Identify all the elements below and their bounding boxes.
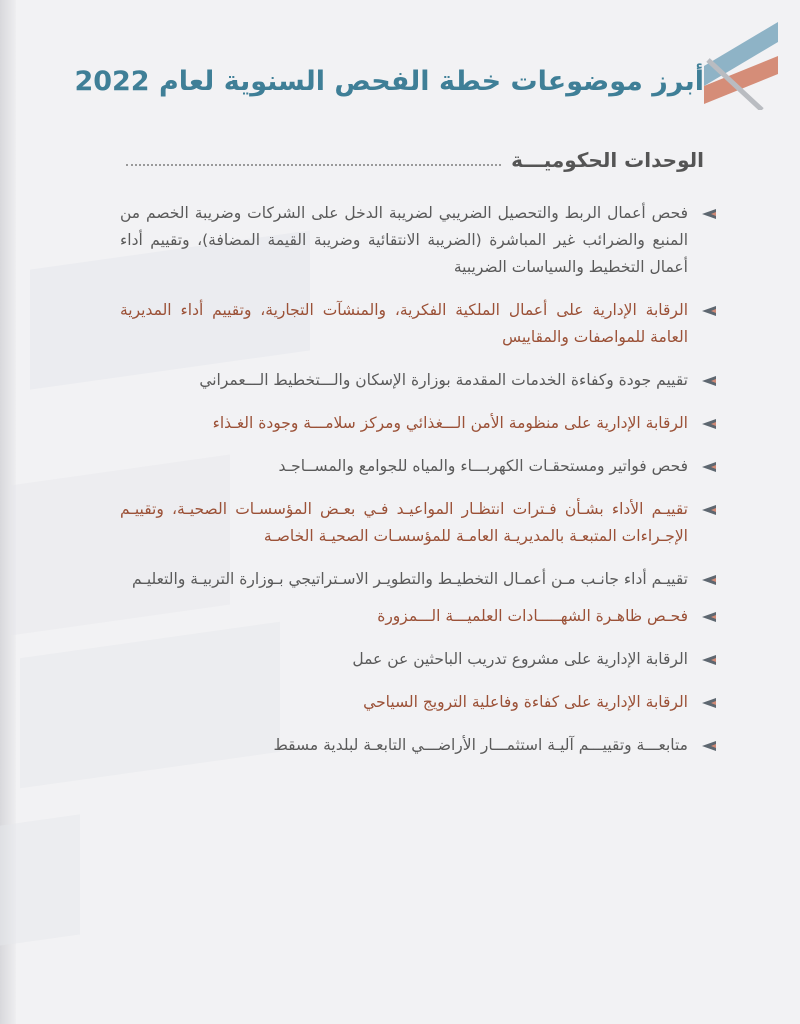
section-dotted-rule: [126, 164, 501, 166]
arrow-bullet-icon: [702, 741, 716, 751]
list-item: [120, 410, 716, 437]
list-item: [120, 732, 716, 759]
section-header: [126, 145, 704, 175]
list-item: [120, 367, 716, 394]
section-title: الوحدات الحكوميـــة: [511, 148, 704, 172]
list-item-text: فحـص ظاهـرة الشهـــــادات العلميـــة الـــمزورة: [377, 607, 688, 625]
arrow-bullet-icon: [702, 698, 716, 708]
arrow-bullet-icon: [702, 505, 716, 515]
page-title: أبرز موضوعات خطة الفحص السنوية لعام 2022: [74, 66, 704, 97]
list-item: [120, 689, 716, 716]
list-item-text: تقييـم أداء جانـب مـن أعمـال التخطيـط والتطويـر الاسـتراتيجي بـوزارة التربيـة والتعليـم: [131, 570, 688, 588]
list-item: [120, 200, 716, 281]
list-item-text: فحص فواتير ومستحقـات الكهربـــاء والمياه للجوامع والمســاجـد: [278, 457, 688, 475]
arrow-bullet-icon: [702, 306, 716, 316]
list-item: [120, 453, 716, 480]
arrow-bullet-icon: [702, 209, 716, 219]
topics-list: [120, 200, 716, 759]
list-item: [120, 603, 716, 630]
list-item-text: الرقابة الإدارية على كفاءة وفاعلية الترويج السياحي: [363, 693, 688, 711]
background-band: [0, 814, 80, 945]
list-item-text: الرقابة الإدارية على أعمال الملكية الفكرية، والمنشآت التجارية، وتقييم أداء المديرية العامة للمواصفات والمقاييس: [120, 301, 688, 346]
list-item-text: تقييـم الأداء بشـأن فـترات انتظـار المواعيـد فـي بعـض المؤسسـات الصحيـة، وتقييـم الإجـراءات المتبعـة بالمديريـة العامـة للمؤسسـات الصحيـة الخاصـة: [120, 500, 688, 545]
list-item: [120, 496, 716, 550]
list-item: [120, 297, 716, 351]
list-item-text: متابعـــة وتقييـــم آليـة استثمـــار الأراضـــي التابعـة لبلدية مسقط: [273, 736, 688, 754]
logo-mark-icon: [702, 22, 780, 110]
list-item-text: تقييم جودة وكفاءة الخدمات المقدمة بوزارة الإسكان والـــتخطيط الـــعمراني: [199, 371, 688, 389]
arrow-bullet-icon: [702, 655, 716, 665]
arrow-bullet-icon: [702, 462, 716, 472]
list-item: [120, 566, 716, 593]
list-item-text: الرقابة الإدارية على مشروع تدريب الباحثين عن عمل: [352, 650, 688, 668]
list-item-text: فحص أعمال الربط والتحصيل الضريبي لضريبة الدخل على الشركات وضريبة الخصم من المنبع والضرائب غير المباشرة (الضريبة الانتقائية وضريبة القيمة المضافة)، وتقييم أداء أعمال التخطيط والسياسات الضريبية: [120, 204, 688, 276]
list-item: [120, 646, 716, 673]
list-item-text: الرقابة الإدارية على منظومة الأمن الـــغذائي ومركز سلامـــة وجودة الغـذاء: [212, 414, 688, 432]
arrow-bullet-icon: [702, 575, 716, 585]
arrow-bullet-icon: [702, 419, 716, 429]
arrow-bullet-icon: [702, 612, 716, 622]
arrow-bullet-icon: [702, 376, 716, 386]
